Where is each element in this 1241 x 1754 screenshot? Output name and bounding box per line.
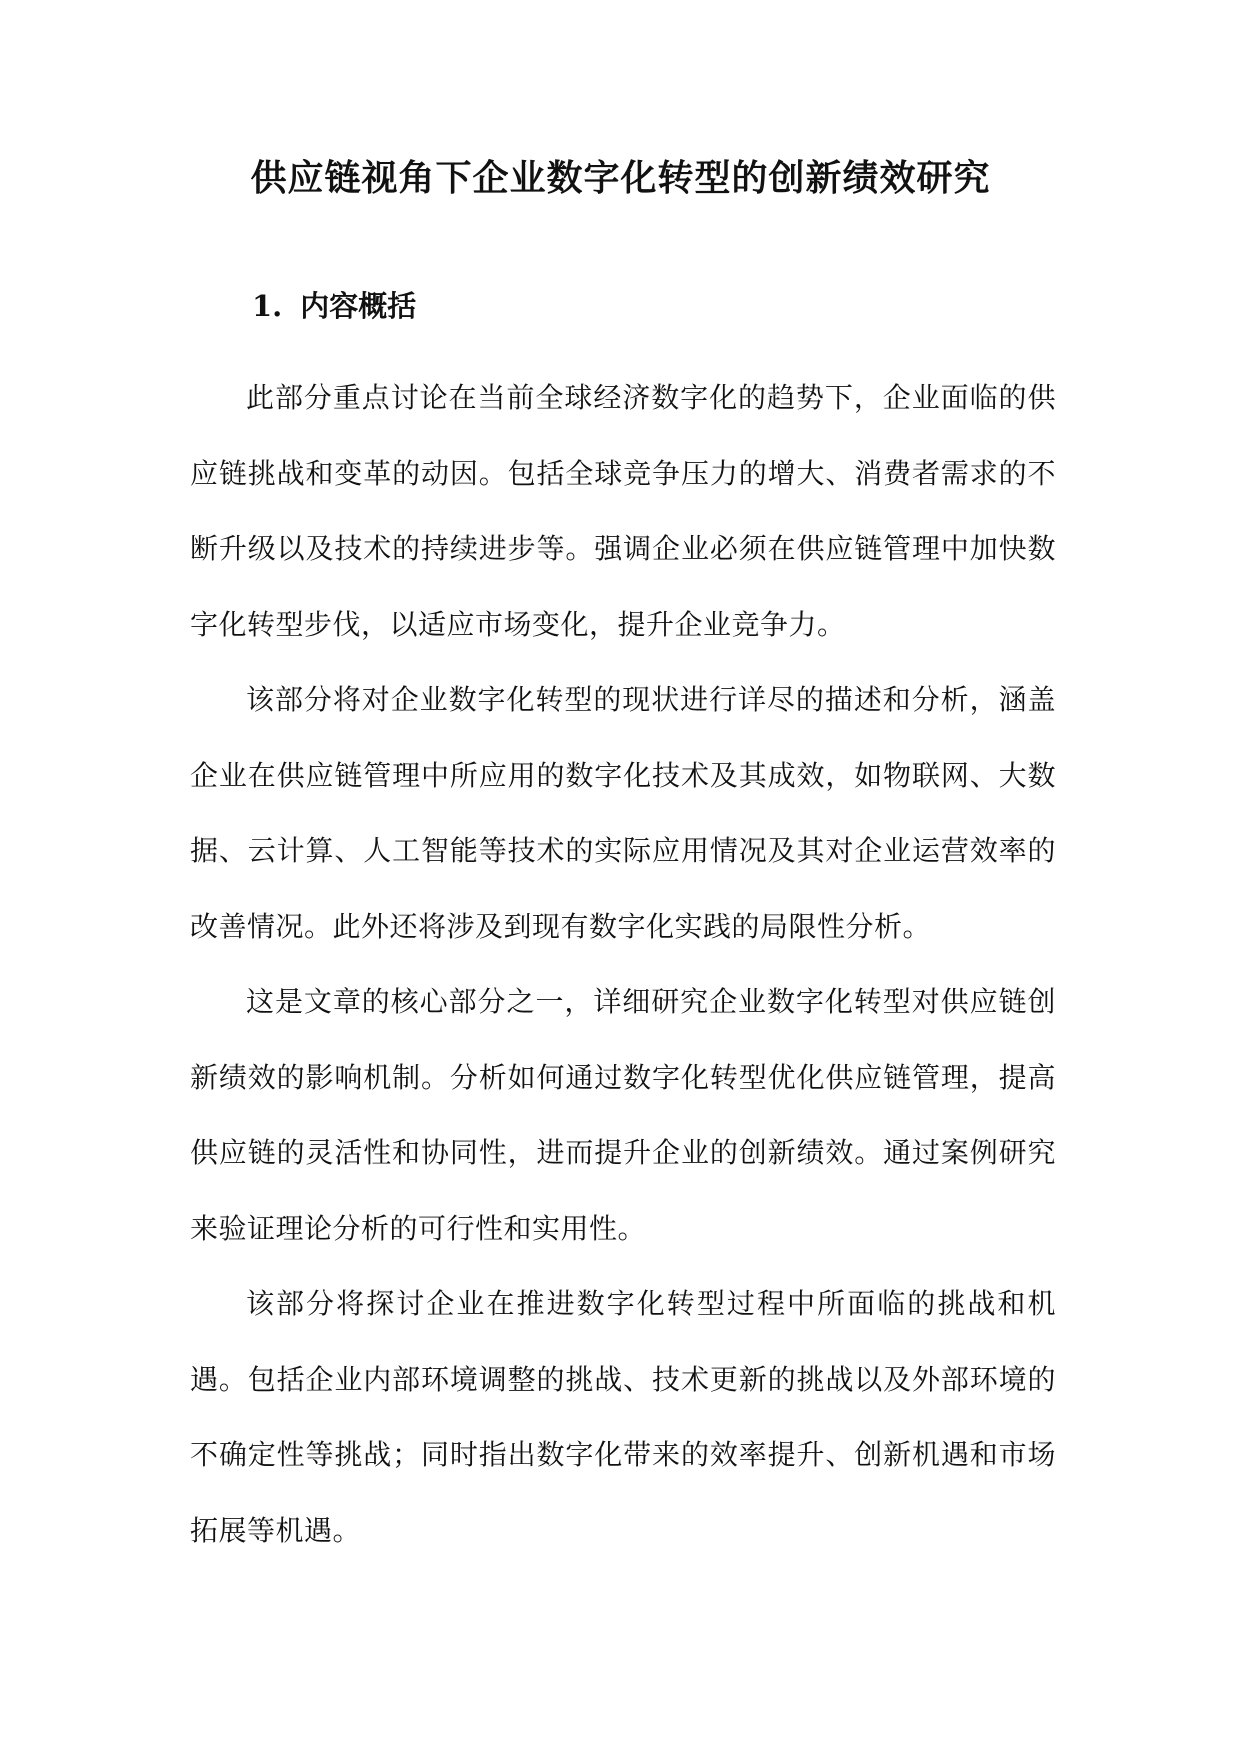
section-heading-text: 内容概括: [300, 289, 417, 323]
paragraph: 此部分重点讨论在当前全球经济数字化的趋势下，企业面临的供应链挑战和变革的动因。包括全球竞争压力的增大、消费者需求的不断升级以及技术的持续进步等。强调企业必须在供应链管理中加快数字化转型步伐，以适应市场变化，提升企业竞争力。: [190, 381, 1056, 641]
document-title: 供应链视角下企业数字化转型的创新绩效研究: [250, 157, 991, 199]
section-heading: [252, 278, 416, 334]
section-number: 1.: [252, 289, 283, 323]
paragraph: 该部分将探讨企业在推进数字化转型过程中所面临的挑战和机遇。包括企业内部环境调整的挑战、技术更新的挑战以及外部环境的不确定性等挑战；同时指出数字化带来的效率提升、创新机遇和市场拓展等机遇。: [190, 1287, 1056, 1547]
paragraph: 这是文章的核心部分之一，详细研究企业数字化转型对供应链创新绩效的影响机制。分析如何通过数字化转型优化供应链管理，提高供应链的灵活性和协同性，进而提升企业的创新绩效。通过案例研究来验证理论分析的可行性和实用性。: [190, 985, 1056, 1245]
body-text: [190, 360, 1056, 1568]
paragraph: 该部分将对企业数字化转型的现状进行详尽的描述和分析，涵盖企业在供应链管理中所应用的数字化技术及其成效，如物联网、大数据、云计算、人工智能等技术的实际应用情况及其对企业运营效率的改善情况。此外还将涉及到现有数字化实践的局限性分析。: [190, 683, 1056, 943]
